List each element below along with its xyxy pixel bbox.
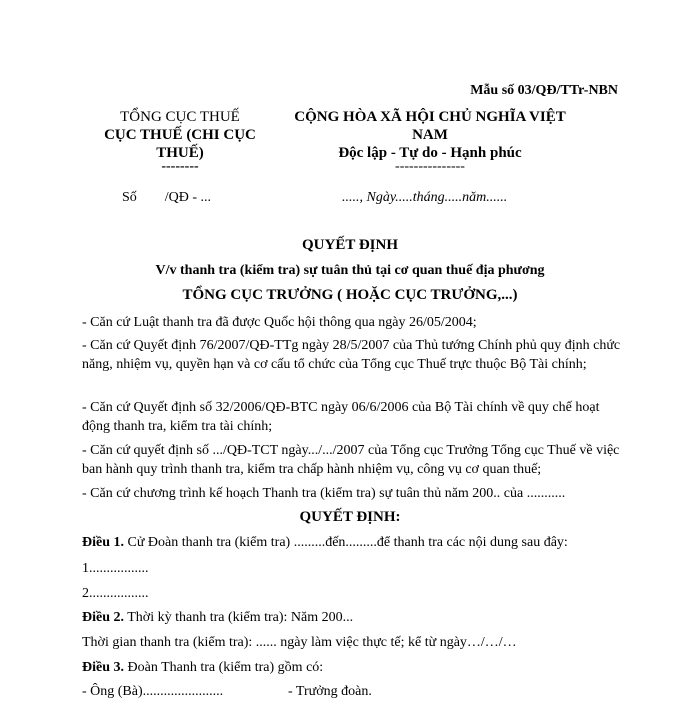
right-divider: --------------- [395,159,465,174]
place-date: ....., Ngày.....tháng.....năm...... [342,190,508,205]
decision-number: Số /QĐ - ... [122,190,212,205]
article-1-item: 1................. [82,561,149,576]
article-3 [82,659,323,677]
article-2 [82,609,353,627]
member-role: - Trưởng đoàn. [288,684,372,699]
agency-name: TỔNG CỤC THUẾ [120,109,240,125]
document-subject: V/v thanh tra (kiểm tra) sự tuân thủ tại cơ quan thuế địa phương [155,263,545,278]
article-2-duration: Thời gian thanh tra (kiểm tra): ...... ngày làm việc thực tế; kể từ ngày…/…/… [82,635,517,650]
sub-agency-name: CỤC THUẾ (CHI CỤC [104,127,256,143]
national-title-cont: NAM [412,127,448,143]
member-name: - Ông (Bà)....................... [82,684,224,699]
national-title: CỘNG HÒA XÃ HỘI CHỦ NGHĨA VIỆT [294,109,566,125]
left-divider: -------- [161,159,199,174]
form-code: Mẫu số 03/QĐ/TTr-NBN [470,83,618,98]
legal-ground: - Căn cứ Quyết định 76/2007/QĐ-TTg ngày 28/5/2007 của Thủ tướng Chính phủ quy định chức năng, nhiệm vụ, quyền hạn và cơ cấu tổ chức của Tổng cục Thuế trực thuộc Bộ Tài chính; [82,338,621,372]
article-1 [82,534,568,552]
legal-ground: - Căn cứ Luật thanh tra đã được Quốc hội thông qua ngày 26/05/2004; [82,315,477,330]
decision-heading: QUYẾT ĐỊNH: [299,509,401,525]
national-motto: Độc lập - Tự do - Hạnh phúc [338,145,522,161]
sub-agency-name-cont: THUẾ) [156,145,204,161]
issuer-title: TỔNG CỤC TRƯỞNG ( HOẶC CỤC TRƯỞNG,...) [182,287,518,303]
article-2-label: Điều 2. [82,610,124,625]
legal-ground: - Căn cứ chương trình kế hoạch Thanh tra (kiểm tra) sự tuân thủ năm 200.. của ........... [82,486,566,501]
legal-ground: - Căn cứ Quyết định số 32/2006/QĐ-BTC ngày 06/6/2006 của Bộ Tài chính về quy chế hoạt động thanh tra, kiểm tra tài chính; [82,400,600,434]
article-3-text: Đoàn Thanh tra (kiểm tra) gồm có: [124,660,324,675]
article-1-text: Cử Đoàn thanh tra (kiểm tra) .........đến.........để thanh tra các nội dung sau đây: [124,535,568,550]
legal-ground: - Căn cứ quyết định số .../QĐ-TCT ngày.../.../2007 của Tổng cục Trưởng Tổng cục Thuế về việc ban hành quy trình thanh tra, kiểm tra chấp hành nhiệm vụ, công vụ cơ quan thuế; [82,443,620,477]
article-1-item: 2................. [82,586,149,601]
document-title: QUYẾT ĐỊNH [302,237,398,253]
article-3-label: Điều 3. [82,660,124,675]
article-2-text: Thời kỳ thanh tra (kiểm tra): Năm 200... [124,610,354,625]
article-1-label: Điều 1. [82,535,124,550]
